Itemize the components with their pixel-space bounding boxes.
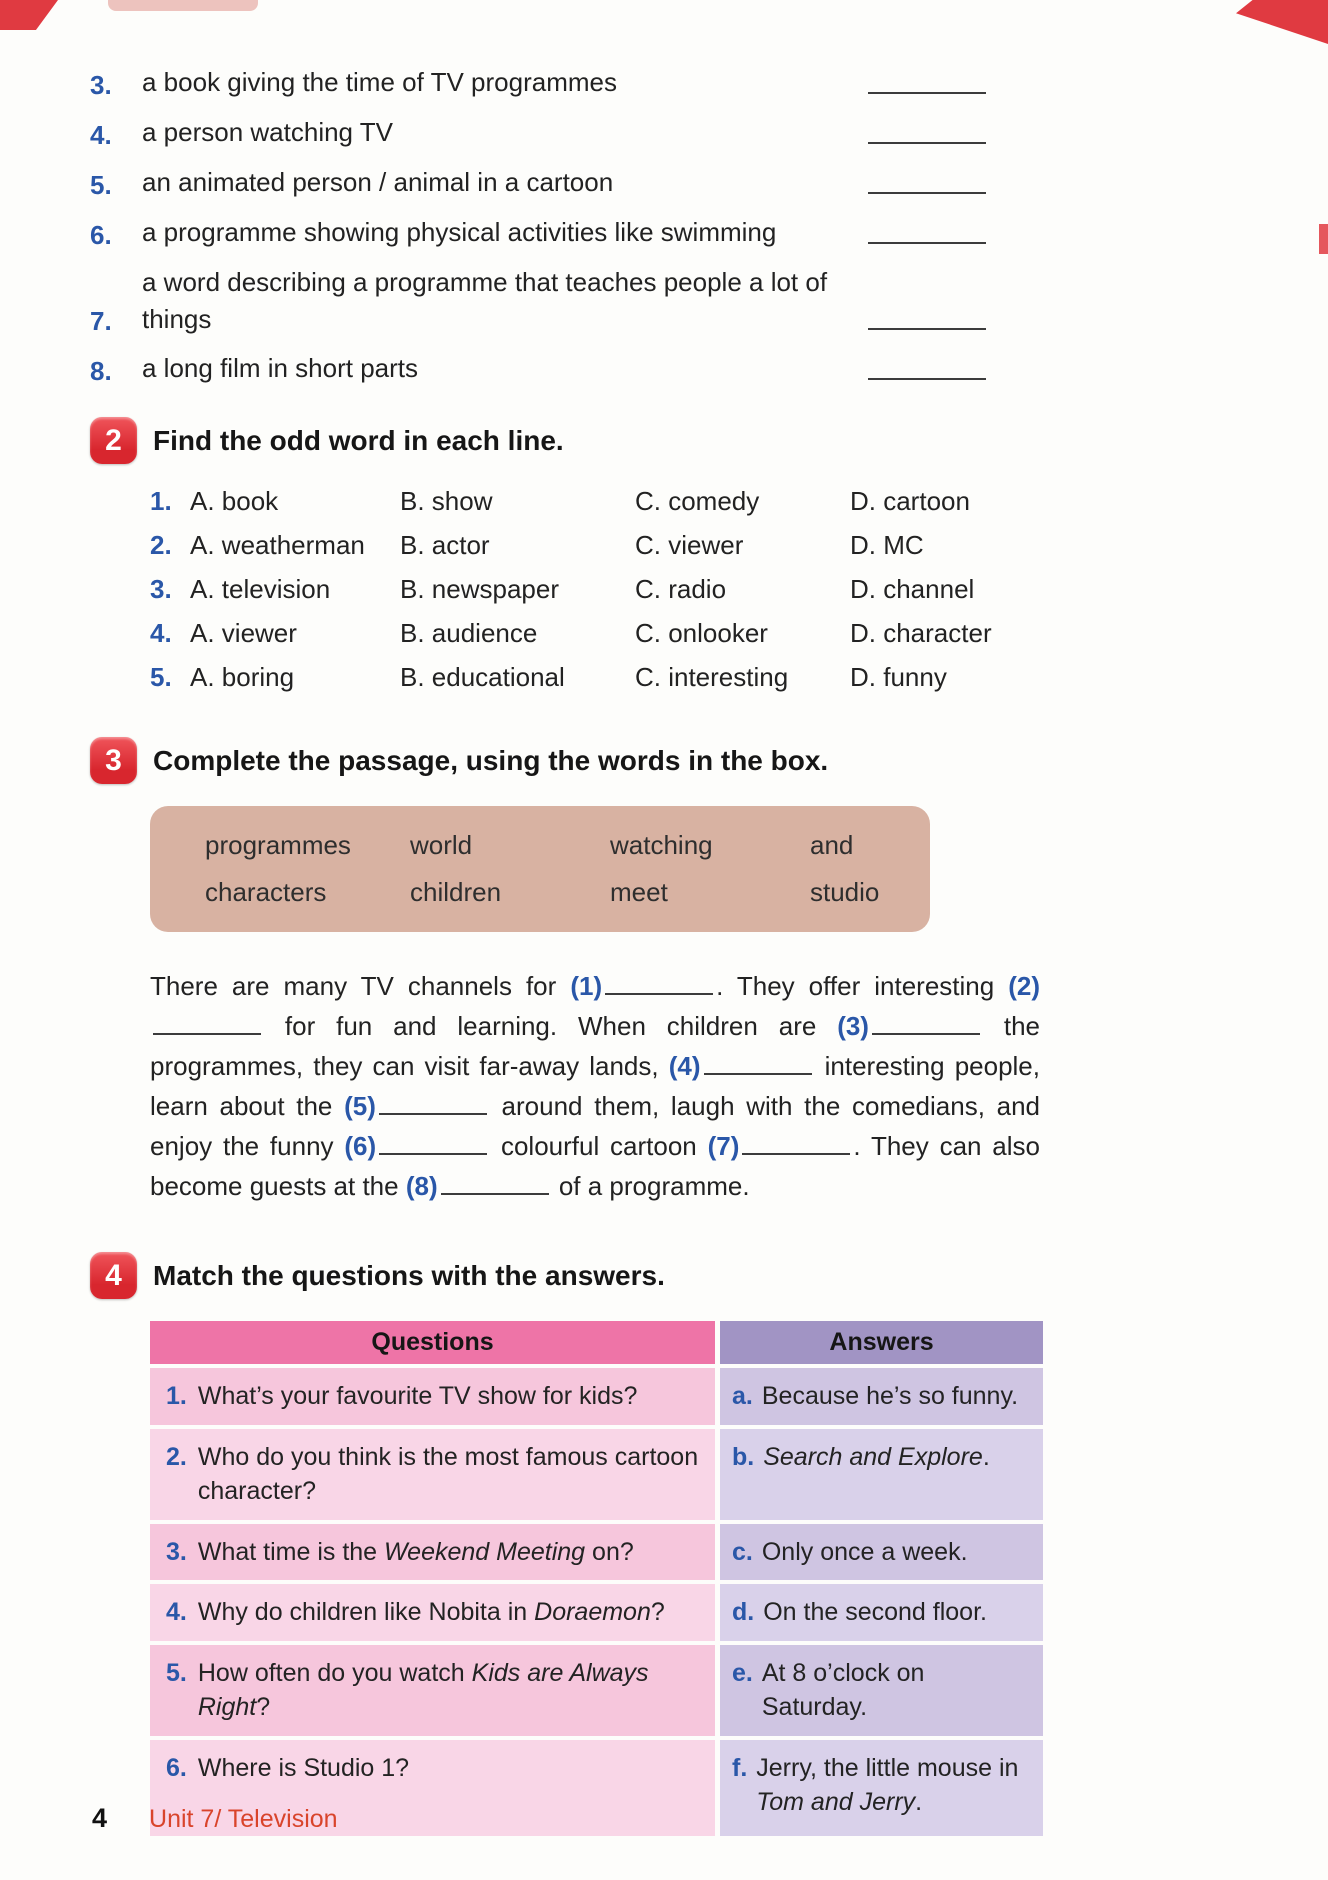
definition-item xyxy=(90,164,986,201)
question-number: 6. xyxy=(166,1753,187,1782)
odd-word-option: B. actor xyxy=(400,530,490,561)
exercise-number-badge: 4 xyxy=(90,1252,137,1299)
answer-cell xyxy=(720,1524,1043,1581)
answer-blank-line xyxy=(868,239,986,244)
odd-word-option: B. show xyxy=(400,486,493,517)
item-text: a programme showing physical activities like swimming xyxy=(142,216,777,247)
definition-item xyxy=(90,350,986,387)
table-row xyxy=(150,1645,1043,1736)
word-box-word: studio xyxy=(810,877,880,908)
odd-word-option: C. comedy xyxy=(635,486,760,517)
odd-word-option: A. boring xyxy=(190,662,295,693)
odd-word-option: D. cartoon xyxy=(850,486,970,517)
word-box xyxy=(150,806,930,932)
answer-cell xyxy=(720,1645,1043,1736)
question-text: What time is the Weekend Meeting on? xyxy=(197,1537,634,1566)
question-number: 1. xyxy=(166,1382,187,1411)
answer-letter: f. xyxy=(732,1753,748,1782)
matching-table xyxy=(150,1321,1043,1836)
table-row xyxy=(150,1524,1043,1581)
word-box-word: world xyxy=(410,830,473,861)
odd-word-option: C. onlooker xyxy=(635,618,768,649)
questions-column-header: Questions xyxy=(150,1321,715,1364)
cloze-passage: There are many TV channels for (1) . They offer interesting (2) for fun and learning. When children are (3) the programmes, they can visit far-away lands, (4) interesting people, learn about the (5) around them, laugh with the comedians, and enjoy the funny (6) colourful cartoon (7) . They can also become guests at the (8) of a programme. xyxy=(150,971,1041,1202)
item-number: 6. xyxy=(90,219,112,250)
exercise-4-header xyxy=(90,1252,1040,1299)
question-text: Why do children like Nobita in Doraemon? xyxy=(197,1598,665,1627)
exercise-2 xyxy=(90,417,1040,693)
answer-letter: b. xyxy=(732,1442,755,1471)
exercise-title: Complete the passage, using the words in the box. xyxy=(153,744,829,776)
item-text: a book giving the time of TV programmes xyxy=(142,67,617,97)
row-number: 4. xyxy=(150,618,172,649)
exercise-3-header xyxy=(90,737,1040,784)
table-row xyxy=(150,1429,1043,1520)
odd-word-option: C. interesting xyxy=(635,662,789,693)
exercise-number-badge: 3 xyxy=(90,737,137,784)
item-text: a word describing a programme that teaches people a lot of things xyxy=(142,266,828,334)
answer-cell xyxy=(720,1429,1043,1520)
question-text: What’s your favourite TV show for kids? xyxy=(197,1382,638,1411)
question-text: Where is Studio 1? xyxy=(197,1753,410,1782)
answer-text: Jerry, the little mouse in Tom and Jerry. xyxy=(756,1753,1019,1817)
word-box-word: children xyxy=(410,877,502,908)
row-number: 5. xyxy=(150,662,172,693)
definition-item xyxy=(90,214,986,251)
word-box-word: and xyxy=(810,830,854,861)
question-number: 5. xyxy=(166,1658,187,1687)
answer-cell xyxy=(720,1740,1043,1836)
odd-word-option: C. viewer xyxy=(635,530,744,561)
item-number: 4. xyxy=(90,119,112,150)
unit-label: Unit 7/ Television xyxy=(149,1805,338,1833)
row-number: 2. xyxy=(150,530,172,561)
item-text: an animated person / animal in a cartoon xyxy=(142,166,614,197)
answer-blank-line xyxy=(868,325,986,330)
odd-word-option: C. radio xyxy=(635,574,727,605)
word-box-word: programmes xyxy=(205,830,351,861)
odd-word-option: A. viewer xyxy=(190,618,297,649)
odd-word-option: A. book xyxy=(190,486,279,517)
answer-letter: c. xyxy=(732,1537,753,1566)
odd-word-rows xyxy=(150,486,1040,693)
odd-word-option: B. newspaper xyxy=(400,574,559,605)
answer-cell xyxy=(720,1368,1043,1425)
exercise-title: Find the odd word in each line. xyxy=(153,424,564,456)
row-number: 3. xyxy=(150,574,172,605)
answer-blank-line xyxy=(868,139,986,144)
odd-word-option: D. character xyxy=(850,618,992,649)
definition-item xyxy=(90,64,986,101)
item-text: a person watching TV xyxy=(142,116,393,147)
question-number: 4. xyxy=(166,1598,187,1627)
item-number: 7. xyxy=(90,306,112,337)
answer-cell xyxy=(720,1584,1043,1641)
table-header-row xyxy=(150,1321,1043,1364)
item-number: 5. xyxy=(90,169,112,200)
answers-column-header: Answers xyxy=(720,1321,1043,1364)
odd-word-option: A. weatherman xyxy=(190,530,365,561)
scan-artifact-right-edge xyxy=(1319,224,1328,254)
page-number: 4 xyxy=(92,1803,108,1833)
question-number: 2. xyxy=(166,1442,187,1471)
odd-word-option: D. funny xyxy=(850,662,947,693)
item-number: 8. xyxy=(90,356,112,387)
answer-blank-line xyxy=(868,375,986,380)
question-number: 3. xyxy=(166,1537,187,1566)
word-box-word: watching xyxy=(610,830,713,861)
answer-text: Only once a week. xyxy=(761,1537,968,1566)
exercise-title: Match the questions with the answers. xyxy=(153,1259,665,1291)
odd-word-option: B. educational xyxy=(400,662,565,693)
question-cell xyxy=(150,1524,715,1581)
answer-text: Because he’s so funny. xyxy=(761,1382,1019,1411)
page-footer xyxy=(92,1803,338,1834)
question-text: How often do you watch Kids are Always Right? xyxy=(197,1658,649,1722)
question-cell xyxy=(150,1584,715,1641)
exercise-2-header xyxy=(90,417,1040,464)
answer-letter: e. xyxy=(732,1658,753,1687)
row-number: 1. xyxy=(150,486,172,517)
exercise-3 xyxy=(90,737,1040,1206)
exercise-number-badge: 2 xyxy=(90,417,137,464)
answer-blank-line xyxy=(868,189,986,194)
question-text: Who do you think is the most famous cartoon character? xyxy=(197,1442,699,1506)
question-cell xyxy=(150,1429,715,1520)
word-box-word: meet xyxy=(610,877,668,908)
item-number: 3. xyxy=(90,69,112,100)
table-row xyxy=(150,1584,1043,1641)
answer-letter: a. xyxy=(732,1382,753,1411)
item-text: a long film in short parts xyxy=(142,353,419,384)
word-box-word: characters xyxy=(205,877,327,908)
definition-item xyxy=(90,264,986,338)
answer-letter: d. xyxy=(732,1598,755,1627)
definition-item-list xyxy=(90,64,986,387)
odd-word-option: B. audience xyxy=(400,618,538,649)
exercise-4 xyxy=(90,1252,1040,1836)
definition-item xyxy=(90,114,986,151)
answer-blank-line xyxy=(868,89,986,94)
odd-word-option: A. television xyxy=(190,574,331,605)
answer-text: On the second floor. xyxy=(763,1598,987,1627)
table-row xyxy=(150,1368,1043,1425)
answer-text: At 8 o’clock on Saturday. xyxy=(761,1658,925,1722)
scan-artifact-top-smudge xyxy=(108,0,258,11)
answer-text: Search and Explore. xyxy=(763,1442,990,1471)
question-cell xyxy=(150,1368,715,1425)
odd-word-option: D. MC xyxy=(850,530,924,561)
question-cell xyxy=(150,1645,715,1736)
odd-word-option: D. channel xyxy=(850,574,975,605)
